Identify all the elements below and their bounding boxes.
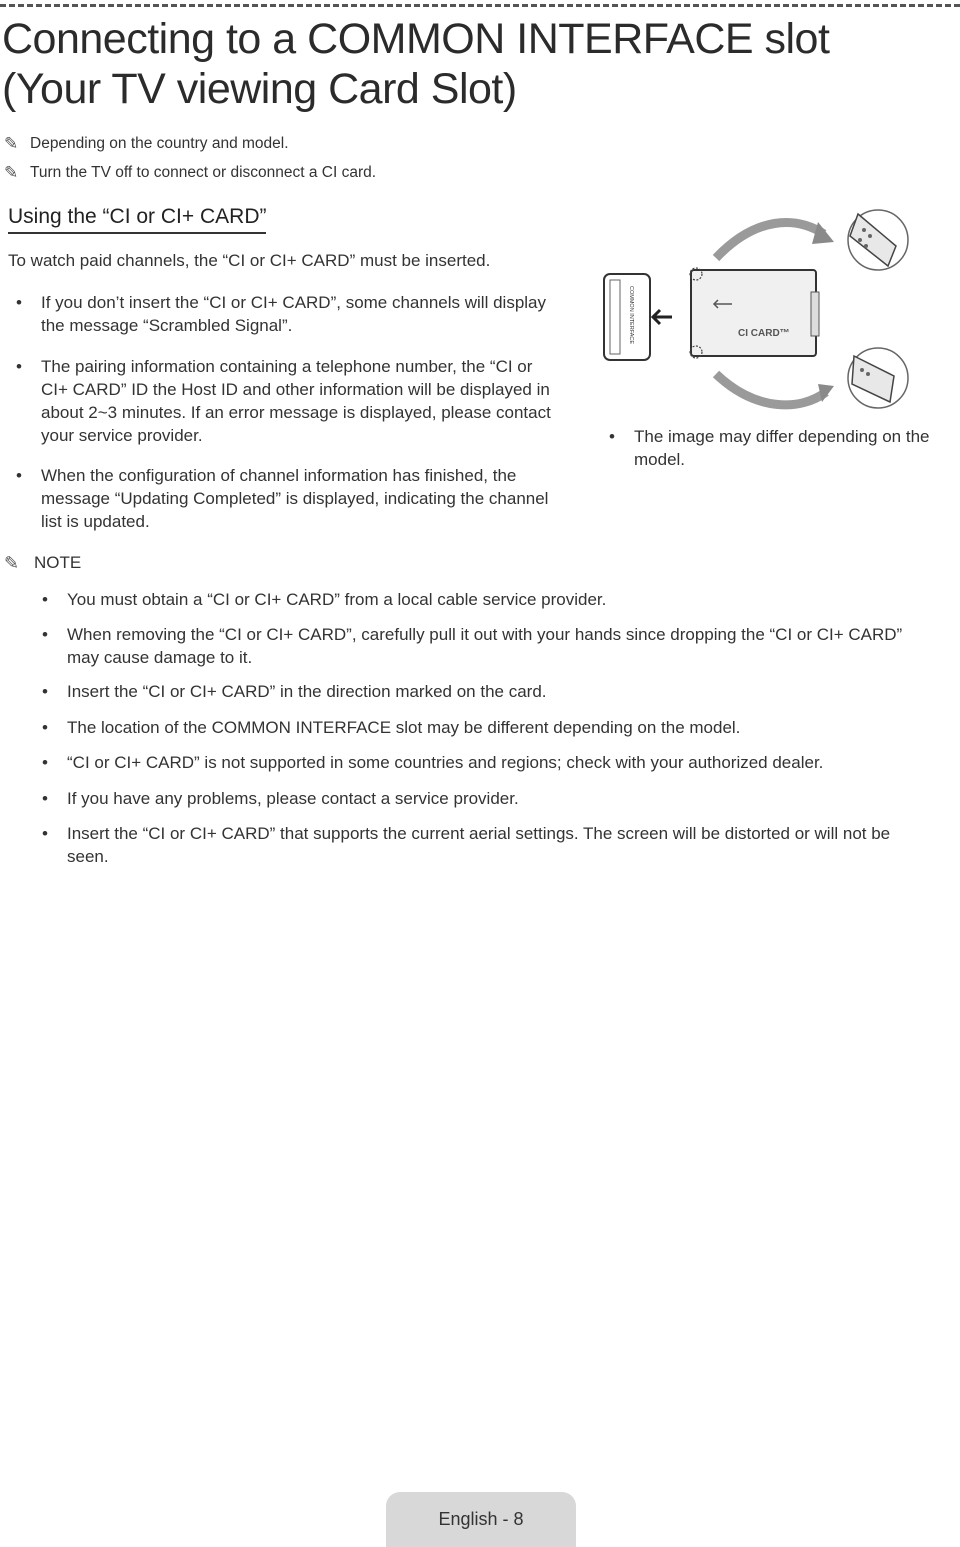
curved-arrow-bottom: [716, 374, 826, 405]
page-number-tab: [386, 1492, 576, 1547]
note-item: • The location of the COMMON INTERFACE slot may be different depending on the model.: [42, 718, 741, 737]
figure-caption: • The image may differ depending on the model.: [609, 427, 930, 469]
list-item: • When the configuration of channel information has finished, the message “Updating Completed” is displayed, indicating the channel list is updated.: [16, 466, 549, 531]
bullet-icon: •: [42, 753, 48, 772]
bullet-icon: •: [16, 357, 22, 376]
curved-arrow-top: [716, 223, 824, 258]
note-item: • Insert the “CI or CI+ CARD” that supports the current aerial settings. The screen will be distorted or will not be seen.: [42, 824, 891, 866]
note-item: • “CI or CI+ CARD” is not supported in some countries and regions; check with your authorized dealer.: [42, 753, 824, 772]
top-dashed-rule: [0, 4, 960, 7]
bullet-icon: •: [16, 466, 22, 485]
section-heading: Using the “CI or CI+ CARD”: [8, 204, 266, 234]
bullet-icon: •: [42, 789, 48, 808]
detail-top: [848, 210, 908, 270]
section-intro: To watch paid channels, the “CI or CI+ CARD” must be inserted.: [8, 251, 491, 270]
bullet-icon: •: [42, 625, 48, 644]
note-item: • You must obtain a “CI or CI+ CARD” from a local cable service provider.: [42, 590, 607, 609]
note-item: • Insert the “CI or CI+ CARD” in the direction marked on the card.: [42, 682, 547, 701]
bullet-icon: •: [42, 718, 48, 737]
title-line-1: Connecting to a COMMON INTERFACE slot: [2, 15, 830, 63]
detail-bottom: [848, 348, 908, 408]
memo-text: Depending on the country and model.: [30, 135, 289, 152]
pencil-icon: ✎: [4, 163, 19, 182]
slot-label: COMMON INTERFACE: [628, 286, 634, 345]
note-heading: ✎ NOTE: [4, 553, 82, 573]
memo-1: [4, 134, 289, 154]
note-item: • If you have any problems, please contact a service provider.: [42, 789, 519, 808]
page-number: English - 8: [438, 1509, 524, 1529]
pencil-icon: ✎: [4, 134, 19, 153]
memo-text: Turn the TV off to connect or disconnect a CI card.: [30, 164, 377, 181]
ci-card: [690, 268, 819, 358]
bullet-icon: •: [609, 427, 615, 446]
title-line-2: (Your TV viewing Card Slot): [2, 65, 517, 113]
ci-card-illustration: [596, 206, 916, 426]
slot-panel: [604, 274, 650, 360]
note-item: • When removing the “CI or CI+ CARD”, carefully pull it out with your hands since dropping the “CI or CI+ CARD” may cause damage to it.: [42, 625, 903, 667]
list-item: • The pairing information containing a telephone number, the “CI or CI+ CARD” ID the Host ID and other information will be displayed in about 2~3 minutes. If an error message is displayed, please contact your service provider.: [16, 357, 551, 445]
page-title: [2, 14, 902, 114]
memo-2: [4, 163, 376, 183]
list-item: • If you don’t insert the “CI or CI+ CARD”, some channels will display the message “Scrambled Signal”.: [16, 293, 547, 335]
bullet-icon: •: [16, 293, 22, 312]
bullet-icon: •: [42, 590, 48, 609]
bullet-icon: •: [42, 682, 48, 701]
bullet-icon: •: [42, 824, 48, 843]
card-label: CI CARD™: [738, 328, 790, 339]
pencil-icon: ✎: [4, 553, 20, 573]
